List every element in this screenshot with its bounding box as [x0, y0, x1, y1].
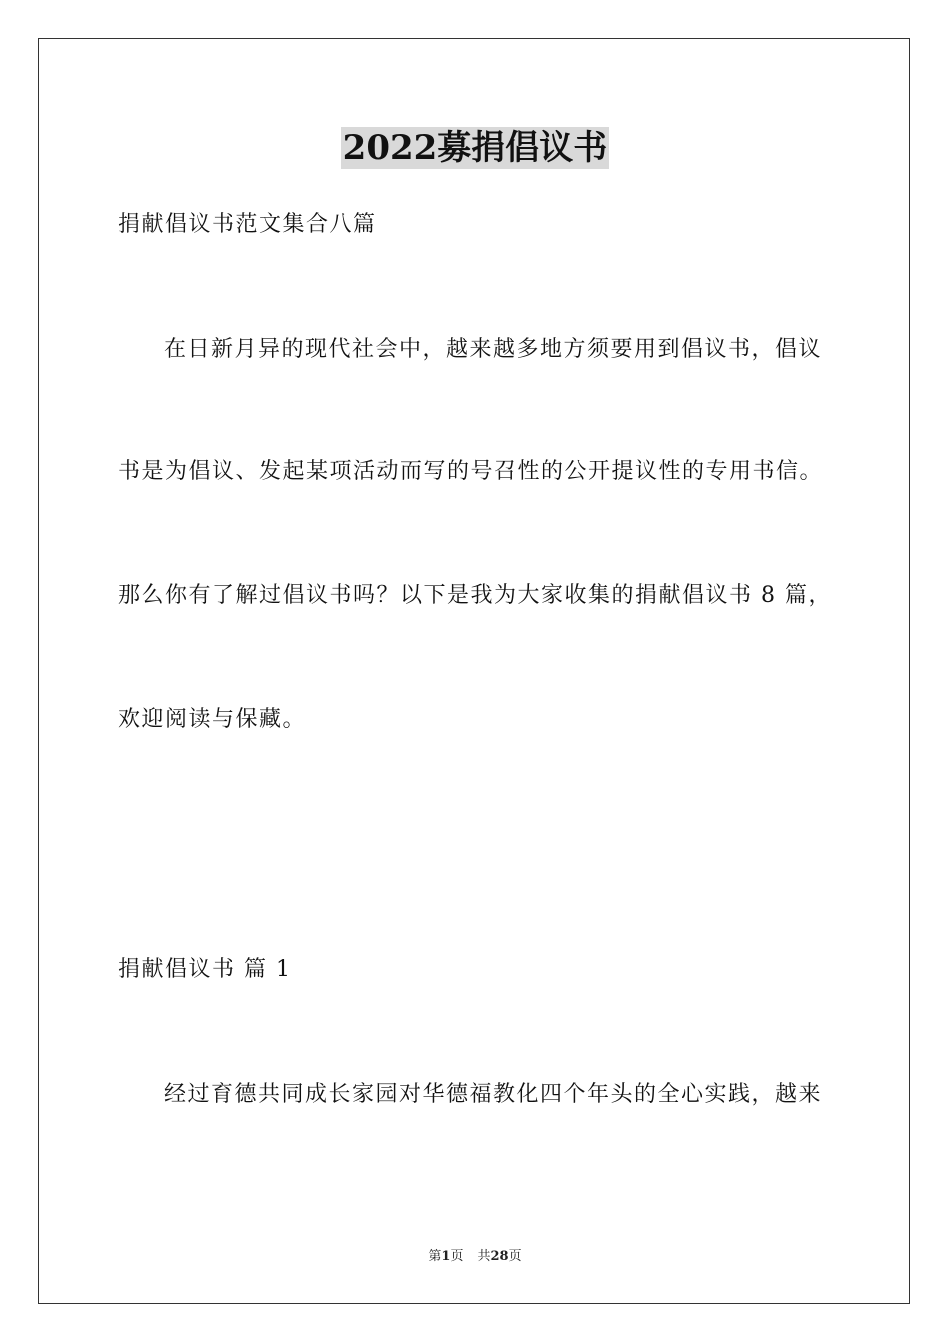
footer-total-prefix: 共	[477, 1249, 491, 1264]
intro-line-3: 那么你有了解过倡议书吗？以下是我为大家收集的捐献倡议书 8 篇，	[118, 583, 832, 608]
footer-page-current: 1	[441, 1249, 451, 1264]
title-container	[0, 127, 950, 169]
footer-page-suffix: 页	[450, 1249, 464, 1264]
intro-line-1: 在日新月异的现代社会中，越来越多地方须要用到倡议书，倡议	[164, 337, 823, 362]
section-heading: 捐献倡议书 篇 1	[118, 957, 292, 982]
document-title: 2022募捐倡议书	[342, 128, 608, 168]
intro-line-2: 书是为倡议、发起某项活动而写的号召性的公开提议性的专用书信。	[118, 459, 824, 484]
page-footer	[0, 1248, 950, 1266]
section-first-line: 经过育德共同成长家园对华德福教化四个年头的全心实践，越来	[164, 1082, 823, 1107]
footer-page-prefix: 第	[428, 1249, 442, 1264]
footer-total-suffix: 页	[508, 1249, 522, 1264]
document-subtitle: 捐献倡议书范文集合八篇	[118, 212, 377, 237]
intro-line-4: 欢迎阅读与保藏。	[118, 707, 307, 732]
footer-page-total: 28	[490, 1249, 509, 1264]
